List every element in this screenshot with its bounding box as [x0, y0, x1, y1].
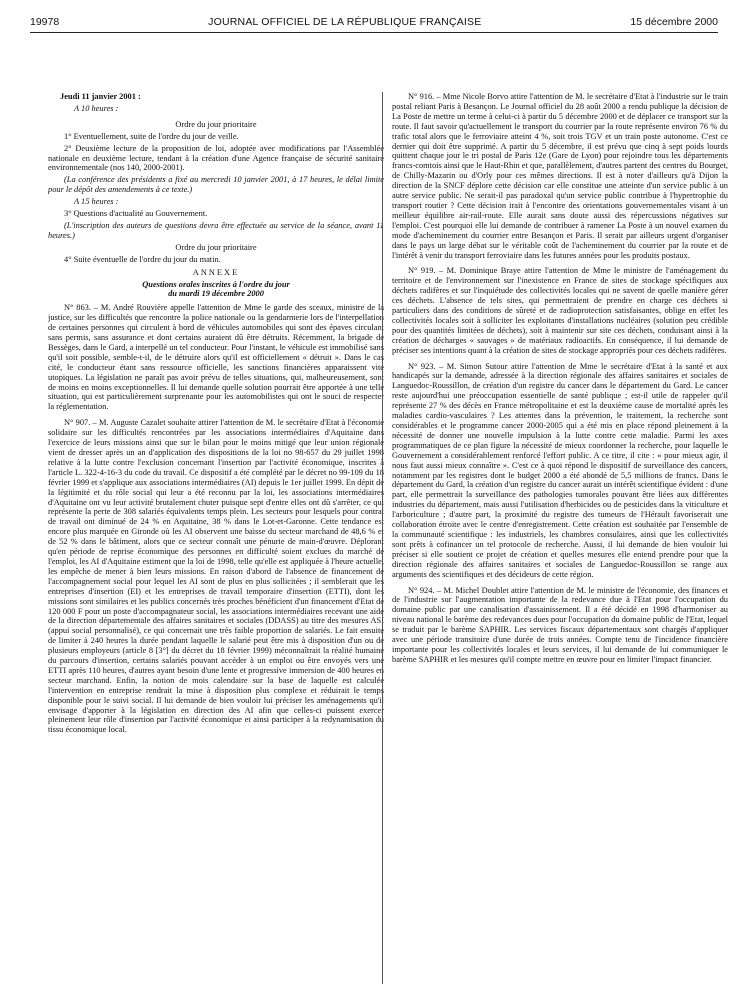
- agenda-item-2: 2° Deuxième lecture de la proposition de loi, adoptée avec modifications par l'Assemblée nationale en deuxième lecture, tendant à la création d'une Agence française de sécurité sanitaire environnementale (nos 140, 2000-2001).: [48, 143, 384, 173]
- issue-date: 15 décembre 2000: [630, 16, 718, 28]
- header-rule: [30, 32, 718, 33]
- question-924: N° 924. – M. Michel Doublet attire l'attention de M. le ministre de l'économie, des finances et de l'industrie sur l'augmentation importante de la redevance due à l'Etat pour l'occupation du domaine public par une canalisation d'assainissement. Il a été décidé en 1998 d'harmoniser au niveau national le barème des redevances dues pour l'occupation du domaine public de l'Etat, lequel se traduit par le barème SAPHIR. Les services fiscaux départementaux sont chargés d'appliquer avec une période transitoire d'une durée de trois années. Compte tenu de l'incidence financière importante pour les collectivités locales et leurs services, il lui demande de lui communiquer le barème SAPHIR et les mesures qu'il compte mettre en œuvre pour en limiter l'impact financier.: [392, 585, 728, 664]
- agenda-item-1: 1° Eventuellement, suite de l'ordre du jour de veille.: [64, 131, 239, 141]
- questions-title-line1: Questions orales inscrites à l'ordre du jour: [142, 279, 290, 289]
- time-10h: A 10 heures :: [74, 103, 119, 113]
- column-divider: [382, 92, 383, 984]
- questions-title-line2: du mardi 19 décembre 2000: [168, 289, 264, 299]
- question-916: N° 916. – Mme Nicole Borvo attire l'attention de M. le secrétaire d'Etat à l'industrie sur le train postal reliant Paris à Besançon. Le Journal officiel du 28 août 2000 a rendu publique la décision de La Poste de mettre un terme à celui-ci à partir du 5 décembre 2000 et de déplacer ce transport sur la route. Il faut savoir qu'actuellement le transport du courrier par la route représente environ 76 % du trafic total alors que le ferroviaire atteint 4 %, soit trois TGV et un train poste autonome. C'est ce dernier qui doit être supprimé. A partir du 5 décembre, il est prévu que cinq à sept poids lourds quittent chaque jour le tri postal de Paris 12e (Gare de Lyon) pour rejoindre tous les départements francs-comtois ainsi que le Haut-Rhin et que, parallèlement, d'autres partent des centres du Bourget, de Chilly-Mazarin ou d'Orly pour ces mêmes directions. Il est à noter d'ailleurs qu'à Dijon la direction de la SNCF déplore cette décision car elle constitue une atteinte d'un service public à un autre service public. Ne serait-il pas paradoxal qu'un service public contribue à l'hypertrophie du transport routier ? Cette décision irait à l'encontre des orientations gouvernementales visant à un meilleur équilibre air-rail-route. Elle aurait sans doute aussi des répercussions négatives sur l'emploi. C'est pourquoi elle lui demande de contribuer à ramener La Poste à un nouvel examen du mode d'acheminement du courrier entre Besançon et Paris. Il serait par ailleurs urgent d'organiser dans le pays un large débat sur le véritable coût de l'acheminement du courrier par la route et de l'intérêt à venir du transport ferroviaire dans les futures années pour les produits postaux.: [392, 92, 728, 260]
- question-919: N° 919. – M. Dominique Braye attire l'attention de Mme le ministre de l'aménagement du territoire et de l'environnement sur l'inexistence en France de sites de stockage spécifiques aux déchets radifères et sur l'inquiétude des collectivités locales qui ne savent de quelle manière gérer ces déchets. L'absence de tels sites, qui permettraient de prendre en charge ces déchets si particuliers dans des conditions de sûreté et de radioprotection satisfaisantes, oblige en effet les collectivités locales soit à solliciter les exploitants d'installations nucléaires (solution peu crédible pour des quantités limitées de déchets), soit à maintenir sur site ces déchets, conduisant ainsi à la création de décharges « sauvages » de matériaux radioactifs. En conséquence, il lui demande de préciser ses intentions quant à la création de sites de stockage appropriés pour ces déchets radifères.: [392, 266, 728, 355]
- journal-title: JOURNAL OFFICIEL DE LA RÉPUBLIQUE FRANÇAISE: [208, 16, 482, 28]
- left-column: [48, 92, 384, 984]
- agenda-item-3: 3° Questions d'actualité au Gouvernement.: [64, 209, 208, 219]
- agenda-note-1: (La conférence des présidents a fixé au mercredi 10 janvier 2001, à 17 heures, le délai limite pour le dépôt des amendements à ce texte.): [48, 175, 384, 195]
- agenda-item-4: 4° Suite éventuelle de l'ordre du jour du matin.: [64, 254, 221, 264]
- order-of-day-heading: Ordre du jour prioritaire: [175, 119, 257, 129]
- right-column: [392, 92, 728, 984]
- page-header: [30, 14, 718, 30]
- time-15h: A 15 heures :: [74, 197, 119, 207]
- page-number: 19978: [30, 16, 60, 28]
- annexe-heading: ANNEXE: [192, 267, 240, 277]
- question-863: N° 863. – M. André Rouvière appelle l'attention de Mme le garde des sceaux, ministre de la justice, sur les difficultés que rencontre la police nationale ou la gendarmerie lors de l'interpellation de certaines personnes qui circulent à bord de véhicules automobiles qui sont des épaves circulant sans permis, sans assurance et dont certains auraient dû être détruits. Récemment, la brigade de Bessèges, dans le Gard, a interpellé un tel conducteur. Pour l'instant, le véhicule est immobilisé sans qu'il soit possible, semble-t-il, de le détruire alors qu'il est officiellement « détruit ». Dans le cas cité, le conducteur étant sans ressource officielle, les sanctions financières apparaissent vite utopiques. La législation ne paraît pas avoir prévu de telles situations, qui, malheureusement, sont de moins en moins exceptionnelles. Il lui demande quelle solution pourrait être apportée à une telle situation, qui est particulièrement surprenante pour les automobilistes qui ont le souci de respecter la réglementation.: [48, 303, 384, 412]
- order-of-day-heading-2: Ordre du jour prioritaire: [175, 242, 257, 252]
- question-907: N° 907. – M. Auguste Cazalet souhaite attirer l'attention de M. le secrétaire d'Etat à l'économie solidaire sur les difficultés rencontrées par les associations intermédiaires d'Aquitaine dans l'exercice de leurs missions ainsi que sur le bilan pour le moins mitigé que leur union régionale vient de dresser après un an d'application des dispositions de la loi no 98-657 du 29 juillet 1998 relative à la lutte contre l'exclusion concernant l'insertion par l'activité économique, inscrites à l'article L. 322-4-16-3 du code du travail. Ce dispositif a été complété par le décret no 99-109 du 18 février 1999 et s'applique aux associations intermédiaires (AI) depuis le 1er juillet 1999. En dépit de la légitimité et du rôle social qui leur a été reconnu par la loi, les associations intermédiaires d'Aquitaine ont vu leur activité brutalement chuter puisque sept d'entre elles ont dû s'arrêter, ce qui représente la perte de 308 salariés équivalents temps plein. Les secteurs pour lesquels pour contrat de travail ont diminué de 24 % en Aquitaine, 38 % dans le Lot-et-Garonne. Cette tendance est encore plus marquée en Gironde où les AI observent une baisse du secteur marchand de 48,6 % et de 52 % dans le bâtiment, alors que ce secteur connaît une pénurie de main-d'œuvre. Déplorant qu'en période de reprise économique des personnes en difficulté soient exclues du marché de l'emploi, les AI d'Aquitaine estiment que la loi de 1998, telle qu'elle est appliquée à l'heure actuelle, les empêche de mener à bien leurs missions. En raison d'abord de l'absence de financement de l'accompagnement social pour lequel les AI sont de plus en plus sollicitées ; il semblerait que les entreprises d'insertion (EI) et les entreprises de travail temporaire d'insertion (ETTI), dont les missions sont similaires et les publics concernés très proches bénéficient d'un financement d'Etat de 120 000 F pour un poste d'accompagnateur social, les associations intermédiaires recevant une aide de la direction départementale des affaires sanitaires et sociales (DDASS) au titre des mesures ASI (appui social personnalisé), ce qui concernait une très faible proportion de salariés. Le fait ensuite de limiter à 240 heures la durée pendant laquelle le salarié peut être mis à disposition d'un ou de plusieurs employeurs (article 8 [3°] du décret du 18 février 1999) méconnaîtrait la réalité humaine du parcours d'insertion, certains salariés pouvant accéder à un emploi ou être envoyés vers une ETTI après 110 heures, d'autres ayant besoin d'une lente et progressive immersion de 400 heures en secteur marchand. Enfin, la notion de mois calendaire sur la base de laquelle est calculée l'intervention en entreprise rendrait la mise à disposition plus complexe et réduirait le temps disponible pour le suivi social. Il lui demande de bien vouloir lui préciser les aménagements qu'il envisage d'apporter à la législation en direction des AI afin que celles-ci puissent exercer pleinement leur rôle d'insertion par l'activité économique et ainsi participer à la redynamisation du tissu économique local.: [48, 418, 384, 735]
- agenda-note-2: (L'inscription des auteurs de questions devra être effectuée au service de la séance, avant 11 heures.): [48, 220, 384, 240]
- question-923: N° 923. – M. Simon Sutour attire l'attention de Mme le secrétaire d'Etat à la santé et aux handicapés sur la demande, adressée à la direction régionale des affaires sanitaires et sociales de Languedoc-Roussillon, de création d'un registre du cancer dans le département du Gard. Le cancer reste aujourd'hui une préoccupation essentielle de santé publique ; est-il utile de rappeler qu'il représente 27 % des décès en France métropolitaine et est la deuxième cause de mortalité après les maladies cardio-vasculaires ? Les attentes dans la prévention, le traitement, la recherche sont considérables et le programme cancer 2000-2005 qui a été mis en place répond pleinement à la nécessité de donner une nouvelle impulsion à la lutte contre cette maladie. Parmi les axes programmatiques de ce plan figure la nécessité de mieux coordonner la recherche, pour laquelle le Gouvernement a considérablement renforcé l'effort public. A ce titre, il cite : « pour mieux agir, il nous faut aussi mieux connaître ». C'est ce à quoi répond le dispositif de surveillance des cancers, notamment par les registres dont le budget 2000 a été abondé de 5,5 millions de francs. Dans le département du Gard, la création d'un registre du cancer aurait un intérêt scientifique évident : d'une part, elle permettrait la surveillance des pathologies tumorales pouvant être liées aux différentes industries du département, mais aussi l'utilisation d'herbicides ou de pesticides dans la viticulture et l'arboriculture ; d'autre part, la proximité du registre des tumeurs de l'Hérault favoriserait une collaboration étroite avec le centre d'enregistrement. Cette création est souhaitée par l'ensemble de la communauté scientifique : les industriels, les chambres consulaires, ainsi que les collectivités sont prêts à cofinancer un tel protocole de recherche. Aussi, il lui demande de bien vouloir lui préciser si elle soutient ce projet de création et quelles mesures elle entend prendre pour que la direction régionale des affaires sanitaires et sociales de Languedoc-Roussillon se range aux arguments des scientifiques et des décideurs de cette région.: [392, 361, 728, 579]
- session-date: Jeudi 11 janvier 2001 :: [60, 92, 141, 101]
